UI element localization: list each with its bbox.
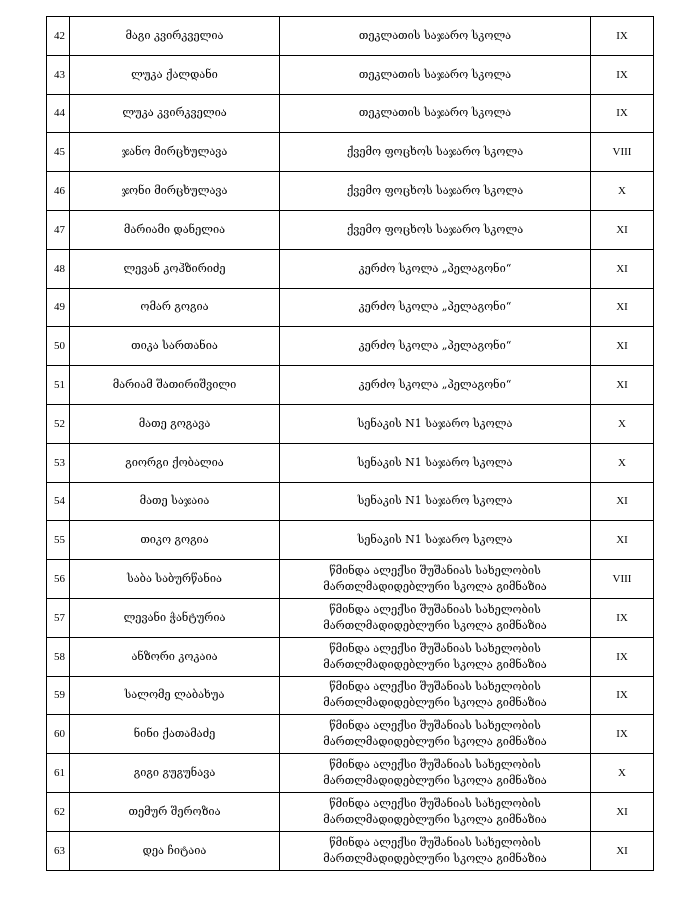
row-number: 60 (47, 715, 70, 754)
table-row (47, 792, 654, 831)
school-name (280, 327, 591, 366)
row-number: 56 (47, 560, 70, 599)
school-name (280, 133, 591, 172)
table-row (47, 210, 654, 249)
school-name (280, 94, 591, 133)
school-name (280, 754, 591, 793)
table-row (47, 94, 654, 133)
row-number: 63 (47, 831, 70, 870)
school-name (280, 637, 591, 676)
school-name-line: ქვემო ფოცხოს საჯარო სკოლა (346, 184, 524, 198)
participant-name: თიკო გოგია (70, 521, 280, 560)
table-row (47, 172, 654, 211)
table-row (47, 443, 654, 482)
participant-name: ჯონი მირცხულავა (70, 172, 280, 211)
grade-level: XI (591, 288, 654, 327)
row-number: 42 (47, 17, 70, 56)
school-name (280, 172, 591, 211)
school-name-line: მართლმადიდებლური სკოლა გიმნაზია (323, 851, 547, 865)
school-name (280, 560, 591, 599)
table-row (47, 482, 654, 521)
table-row (47, 404, 654, 443)
grade-level: VIII (591, 133, 654, 172)
participant-name: ჯანო მირცხულავა (70, 133, 280, 172)
school-name-line: წმინდა ალექსი შუშანიას სახელობის (329, 602, 541, 616)
school-name-line: მართლმადიდებლური სკოლა გიმნაზია (323, 618, 547, 632)
school-name (280, 366, 591, 405)
participant-name: ნინი ქათამაძე (70, 715, 280, 754)
grade-level: XI (591, 327, 654, 366)
school-name-line: მართლმადიდებლური სკოლა გიმნაზია (323, 735, 547, 749)
row-number: 49 (47, 288, 70, 327)
grade-level: XI (591, 210, 654, 249)
grade-level: X (591, 754, 654, 793)
row-number: 55 (47, 521, 70, 560)
grade-level: IX (591, 637, 654, 676)
school-name-line: წმინდა ალექსი შუშანიას სახელობის (329, 796, 541, 810)
school-name-line: მართლმადიდებლური სკოლა გიმნაზია (323, 580, 547, 594)
row-number: 47 (47, 210, 70, 249)
grade-level: X (591, 404, 654, 443)
table-row (47, 17, 654, 56)
grade-level: XI (591, 249, 654, 288)
grade-level: XI (591, 482, 654, 521)
school-name (280, 404, 591, 443)
school-name-line: მართლმადიდებლური სკოლა გიმნაზია (323, 657, 547, 671)
participant-name: გიგი გუგუნავა (70, 754, 280, 793)
grade-level: IX (591, 94, 654, 133)
row-number: 48 (47, 249, 70, 288)
table-row (47, 327, 654, 366)
participant-name: ომარ გოგია (70, 288, 280, 327)
school-name-line: სენაკის N1 საჯარო სკოლა (357, 533, 513, 547)
school-name-line: წმინდა ალექსი შუშანიას სახელობის (329, 564, 541, 578)
row-number: 53 (47, 443, 70, 482)
table-row (47, 560, 654, 599)
school-name-line: წმინდა ალექსი შუშანიას სახელობის (329, 835, 541, 849)
grade-level: X (591, 172, 654, 211)
participant-name: დეა ჩიტაია (70, 831, 280, 870)
grade-level: VIII (591, 560, 654, 599)
school-name-line: წმინდა ალექსი შუშანიას სახელობის (329, 680, 541, 694)
school-name-line: სენაკის N1 საჯარო სკოლა (357, 494, 513, 508)
participant-name: მარიამ შათირიშვილი (70, 366, 280, 405)
school-name-line: მართლმადიდებლური სკოლა გიმნაზია (323, 812, 547, 826)
participants-table-body (47, 17, 654, 871)
participants-table (46, 16, 654, 871)
school-name (280, 792, 591, 831)
row-number: 61 (47, 754, 70, 793)
grade-level: IX (591, 676, 654, 715)
school-name-line: თეკლათის საჯარო სკოლა (358, 28, 512, 42)
school-name-line: კერძო სკოლა „პელაგონი“ (358, 261, 512, 275)
grade-level: IX (591, 55, 654, 94)
school-name-line: სენაკის N1 საჯარო სკოლა (357, 455, 513, 469)
table-row (47, 133, 654, 172)
school-name-line: კერძო სკოლა „პელაგონი“ (358, 339, 512, 353)
school-name (280, 288, 591, 327)
participant-name: ანზორი კოკაია (70, 637, 280, 676)
participant-name: მათე საჯაია (70, 482, 280, 521)
school-name (280, 17, 591, 56)
participant-name: ლუკა კვირკველია (70, 94, 280, 133)
participant-name: საბა საბურწანია (70, 560, 280, 599)
row-number: 62 (47, 792, 70, 831)
school-name-line: მართლმადიდებლური სკოლა გიმნაზია (323, 696, 547, 710)
grade-level: IX (591, 715, 654, 754)
school-name (280, 598, 591, 637)
school-name-line: კერძო სკოლა „პელაგონი“ (358, 378, 512, 392)
table-row (47, 637, 654, 676)
table-row (47, 55, 654, 94)
participant-name: თემურ შეროზია (70, 792, 280, 831)
row-number: 54 (47, 482, 70, 521)
school-name (280, 210, 591, 249)
table-row (47, 249, 654, 288)
row-number: 50 (47, 327, 70, 366)
school-name-line: კერძო სკოლა „პელაგონი“ (358, 300, 512, 314)
table-row (47, 754, 654, 793)
participant-name: მაგი კვირკველია (70, 17, 280, 56)
grade-level: XI (591, 831, 654, 870)
participant-name: მარიამი დანელია (70, 210, 280, 249)
school-name (280, 249, 591, 288)
table-row (47, 676, 654, 715)
table-row (47, 288, 654, 327)
school-name (280, 676, 591, 715)
school-name (280, 521, 591, 560)
grade-level: XI (591, 792, 654, 831)
participant-name: ლევან კოჰზირიძე (70, 249, 280, 288)
participant-name: თიკა სართანია (70, 327, 280, 366)
table-row (47, 598, 654, 637)
participant-name: ლუკა ქალდანი (70, 55, 280, 94)
row-number: 51 (47, 366, 70, 405)
participant-name: მათე გოგავა (70, 404, 280, 443)
school-name-line: წმინდა ალექსი შუშანიას სახელობის (329, 719, 541, 733)
row-number: 43 (47, 55, 70, 94)
row-number: 59 (47, 676, 70, 715)
school-name (280, 482, 591, 521)
row-number: 58 (47, 637, 70, 676)
row-number: 44 (47, 94, 70, 133)
grade-level: IX (591, 17, 654, 56)
table-row (47, 521, 654, 560)
school-name (280, 55, 591, 94)
school-name-line: წმინდა ალექსი შუშანიას სახელობის (329, 758, 541, 772)
row-number: 45 (47, 133, 70, 172)
school-name-line: თეკლათის საჯარო სკოლა (358, 67, 512, 81)
grade-level: X (591, 443, 654, 482)
school-name (280, 443, 591, 482)
table-row (47, 715, 654, 754)
school-name-line: მართლმადიდებლური სკოლა გიმნაზია (323, 774, 547, 788)
row-number: 52 (47, 404, 70, 443)
school-name-line: ქვემო ფოცხოს საჯარო სკოლა (346, 222, 524, 236)
school-name (280, 715, 591, 754)
grade-level: XI (591, 521, 654, 560)
grade-level: XI (591, 366, 654, 405)
participant-name: გიორგი ქობალია (70, 443, 280, 482)
row-number: 57 (47, 598, 70, 637)
participant-name: ლევანი ჭანტურია (70, 598, 280, 637)
school-name (280, 831, 591, 870)
grade-level: IX (591, 598, 654, 637)
school-name-line: ქვემო ფოცხოს საჯარო სკოლა (346, 145, 524, 159)
school-name-line: თეკლათის საჯარო სკოლა (358, 106, 512, 120)
row-number: 46 (47, 172, 70, 211)
school-name-line: სენაკის N1 საჯარო სკოლა (357, 416, 513, 430)
school-name-line: წმინდა ალექსი შუშანიას სახელობის (329, 641, 541, 655)
table-row (47, 831, 654, 870)
table-row (47, 366, 654, 405)
participant-name: სალომე ლაბახუა (70, 676, 280, 715)
